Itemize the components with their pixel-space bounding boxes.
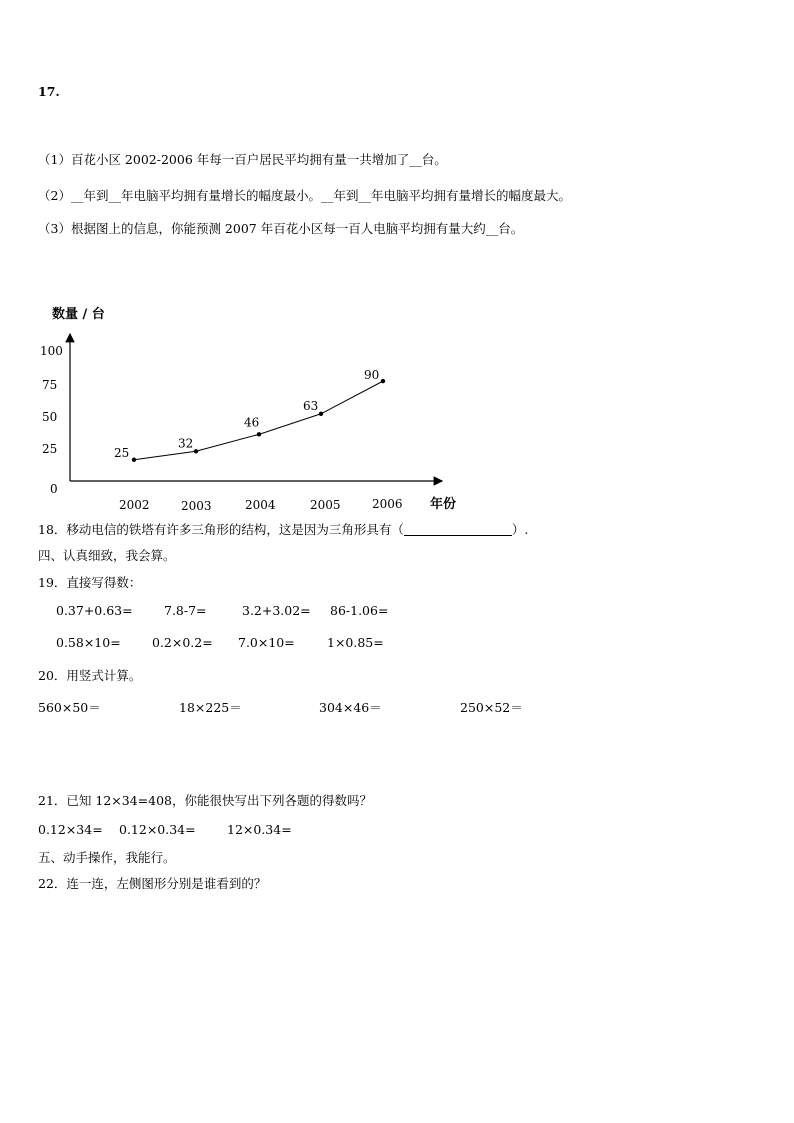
question-19-title: 19．直接写得数：: [38, 575, 142, 590]
data-label: 25: [114, 445, 130, 460]
data-label: 63: [303, 398, 319, 413]
q20-item-2: 18×225＝: [179, 700, 242, 715]
data-point: [319, 412, 323, 416]
question-17-sub2: （2）__年到__年电脑平均拥有量增长的幅度最小。__年到__年电脑平均拥有量增长的幅度最大。: [38, 188, 571, 203]
data-point: [194, 449, 198, 453]
answer-blank[interactable]: [404, 523, 512, 536]
question-20-title: 20．用竖式计算。: [38, 668, 142, 683]
section-4-heading: 四、认真细致，我会算。: [38, 548, 176, 563]
section-5-heading: 五、动手操作，我能行。: [38, 850, 176, 865]
x-tick-label: 2005: [310, 498, 341, 512]
question-18-close: ）.: [511, 522, 529, 537]
chart-ylabel: 数量 / 台: [52, 307, 105, 322]
y-tick-label: 0: [50, 482, 58, 496]
y-tick-label: 100: [40, 344, 63, 358]
y-tick-label: 75: [42, 378, 58, 392]
x-tick-label: 2003: [181, 499, 212, 513]
data-point: [132, 458, 136, 462]
q19-item-2: 7.8-7=: [164, 603, 207, 618]
question-18-text: 18．移动电信的铁塔有许多三角形的结构，这是因为三角形具有（: [38, 522, 404, 537]
question-17-sub3: （3）根据图上的信息，你能预测 2007 年百花小区每一百人电脑平均拥有量大约__台。: [38, 221, 524, 236]
data-label: 46: [244, 415, 260, 430]
x-tick-label: 2006: [372, 497, 403, 511]
question-17-number: 17.: [38, 84, 60, 99]
q21-item-3: 12×0.34=: [227, 822, 292, 837]
question-17-sub1: （1）百花小区 2002-2006 年每一百户居民平均拥有量一共增加了__台。: [38, 152, 447, 167]
question-21-title: 21．已知 12×34=408，你能很快写出下列各题的得数吗？: [38, 793, 372, 808]
y-tick-label: 25: [42, 442, 58, 456]
question-18: [38, 520, 528, 538]
q19-item-3: 3.2+3.02=: [242, 603, 311, 618]
q19-item-8: 1×0.85=: [327, 635, 384, 650]
data-point: [257, 432, 261, 436]
q21-item-1: 0.12×34=: [38, 822, 103, 837]
q19-item-6: 0.2×0.2=: [152, 635, 213, 650]
x-tick-label: 2002: [119, 498, 150, 512]
q19-item-5: 0.58×10=: [56, 635, 121, 650]
q19-item-1: 0.37+0.63=: [56, 603, 133, 618]
chart-xlabel: 年份: [430, 497, 457, 512]
y-tick-label: 50: [42, 410, 58, 424]
q19-item-7: 7.0×10=: [238, 635, 295, 650]
q20-item-3: 304×46＝: [319, 700, 382, 715]
data-point: [381, 379, 385, 383]
q21-item-2: 0.12×0.34=: [119, 822, 196, 837]
line-chart: [0, 290, 794, 520]
q19-item-4: 86-1.06=: [330, 603, 389, 618]
q20-item-4: 250×52＝: [460, 700, 523, 715]
q20-item-1: 560×50＝: [38, 700, 101, 715]
data-label: 32: [178, 436, 194, 451]
question-22-title: 22．连一连，左侧图形分别是谁看到的？: [38, 876, 267, 891]
x-tick-label: 2004: [245, 498, 276, 512]
data-label: 90: [364, 368, 380, 383]
